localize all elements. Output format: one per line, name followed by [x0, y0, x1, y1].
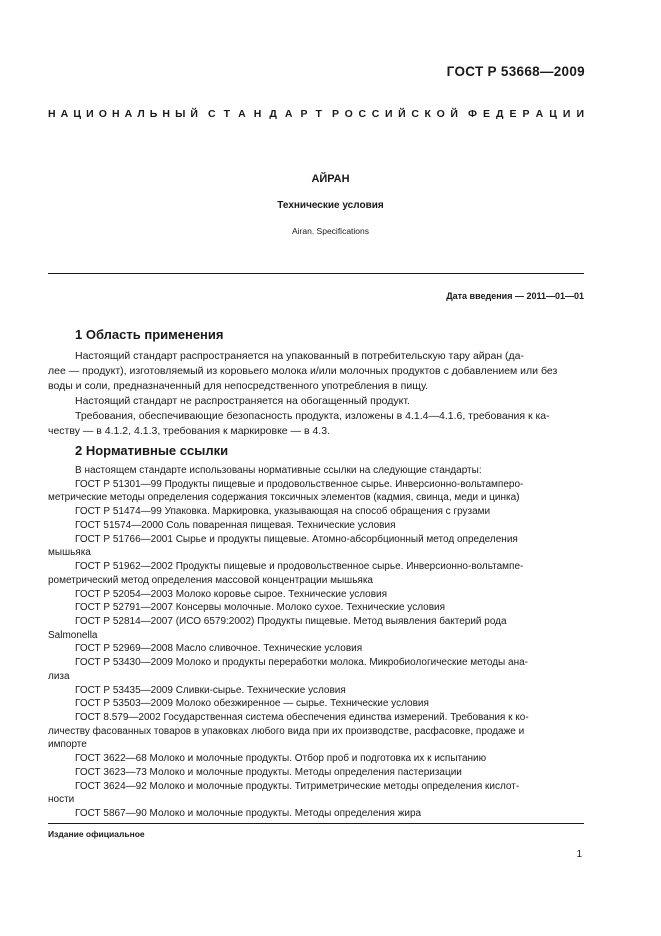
- reference-line: личеству фасованных товаров в упаковках любого вида при их производстве, расфасовке, продаже и: [48, 725, 525, 737]
- section-1-heading: 1 Область применения: [75, 327, 224, 342]
- banner-word: Ф Е Д Е Р А Ц И И: [468, 108, 584, 120]
- section-1-line: воды и соли, предназначенный для непосредственного употребления в пищу.: [48, 380, 429, 392]
- reference-line: метрические методы определения содержания токсичных элементов (кадмия, свинца, меди и цинка): [48, 492, 520, 504]
- edition-note: Издание официальное: [48, 829, 145, 839]
- reference-line: ГОСТ Р 51474—99 Упаковка. Маркировка, указывающая на способ обращения с грузами: [75, 506, 491, 518]
- reference-line: ГОСТ Р 53503—2009 Молоко обезжиренное — сырье. Технические условия: [75, 698, 429, 710]
- section-1-line: Настоящий стандарт распространяется на упакованный в потребительскую тару айран (да-: [75, 350, 525, 362]
- section-1-line: честву — в 4.1.2, 4.1.3, требования к маркировке — в 4.3.: [48, 425, 330, 437]
- reference-line: ности: [48, 794, 75, 806]
- section-1-line: Настоящий стандарт не распространяется на обогащенный продукт.: [75, 395, 410, 407]
- reference-line: импорте: [48, 739, 87, 751]
- reference-line: ГОСТ 3622—68 Молоко и молочные продукты. Отбор проб и подготовка их к испытанию: [75, 753, 487, 765]
- footer-divider: [48, 823, 584, 824]
- reference-line: ГОСТ Р 53430—2009 Молоко и продукты переработки молока. Микробиологические методы ана-: [75, 657, 528, 669]
- reference-line: ГОСТ Р 52814—2007 (ИСО 6579:2002) Продукты пищевые. Метод выявления бактерий рода: [75, 615, 507, 627]
- product-title: АЙРАН: [311, 173, 350, 185]
- reference-line: Salmonella: [48, 629, 98, 641]
- section-1-line: Требования, обеспечивающие безопасность продукта, изложены в 4.1.4—4.1.6, требования к ка-: [75, 410, 550, 422]
- product-subtitle: Технические условия: [277, 200, 384, 211]
- reference-line: рометрический метод определения массовой концентрации мышьяка: [48, 574, 373, 586]
- section-1-line: лее — продукт), изготовляемый из коровьего молока и/или молочных продуктов с добавлением или без: [48, 365, 558, 377]
- reference-line: мышьяка: [48, 547, 91, 559]
- reference-line: В настоящем стандарте использованы нормативные ссылки на следующие стандарты:: [75, 465, 482, 476]
- reference-line: ГОСТ Р 51962—2002 Продукты пищевые и продовольственное сырье. Инверсионно-вольтампе-: [75, 561, 524, 572]
- reference-line: ГОСТ 8.579—2002 Государственная система обеспечения единства измерений. Требования к ко-: [75, 712, 529, 723]
- standard-banner: [48, 108, 584, 120]
- section-2-heading: 2 Нормативные ссылки: [75, 443, 229, 458]
- page-number: 1: [576, 849, 582, 860]
- reference-line: ГОСТ Р 52969—2008 Масло сливочное. Технические условия: [75, 643, 363, 655]
- reference-line: лиза: [48, 670, 70, 682]
- document-number: ГОСТ Р 53668—2009: [446, 64, 585, 79]
- reference-line: ГОСТ Р 52054—2003 Молоко коровье сырое. Технические условия: [75, 588, 388, 600]
- reference-line: ГОСТ 3624—92 Молоко и молочные продукты. Титриметрические методы определения кислот-: [75, 780, 520, 792]
- reference-line: ГОСТ Р 53435—2009 Сливки-сырье. Технические условия: [75, 684, 346, 696]
- introduction-date: Дата введения — 2011—01—01: [446, 291, 584, 301]
- reference-line: ГОСТ 3623—73 Молоко и молочные продукты. Методы определения пастеризации: [75, 766, 462, 778]
- banner-word: Р О С С И Й С К О Й: [332, 108, 458, 120]
- banner-word: С Т А Н Д А Р Т: [208, 108, 322, 120]
- reference-line: ГОСТ Р 51766—2001 Сырье и продукты пищевые. Атомно-абсорбционный метод определения: [75, 533, 518, 545]
- reference-line: ГОСТ 51574—2000 Соль поваренная пищевая. Технические условия: [75, 519, 396, 531]
- english-title: Airan. Specifications: [291, 226, 369, 236]
- banner-word: Н А Ц И О Н А Л Ь Н Ы Й: [48, 108, 198, 120]
- top-divider: [48, 273, 584, 274]
- reference-line: ГОСТ Р 52791—2007 Консервы молочные. Молоко сухое. Технические условия: [75, 602, 446, 614]
- reference-line: ГОСТ 5867—90 Молоко и молочные продукты. Методы определения жира: [75, 808, 422, 819]
- reference-line: ГОСТ Р 51301—99 Продукты пищевые и продовольственное сырье. Инверсионно-вольтамперо-: [75, 478, 524, 490]
